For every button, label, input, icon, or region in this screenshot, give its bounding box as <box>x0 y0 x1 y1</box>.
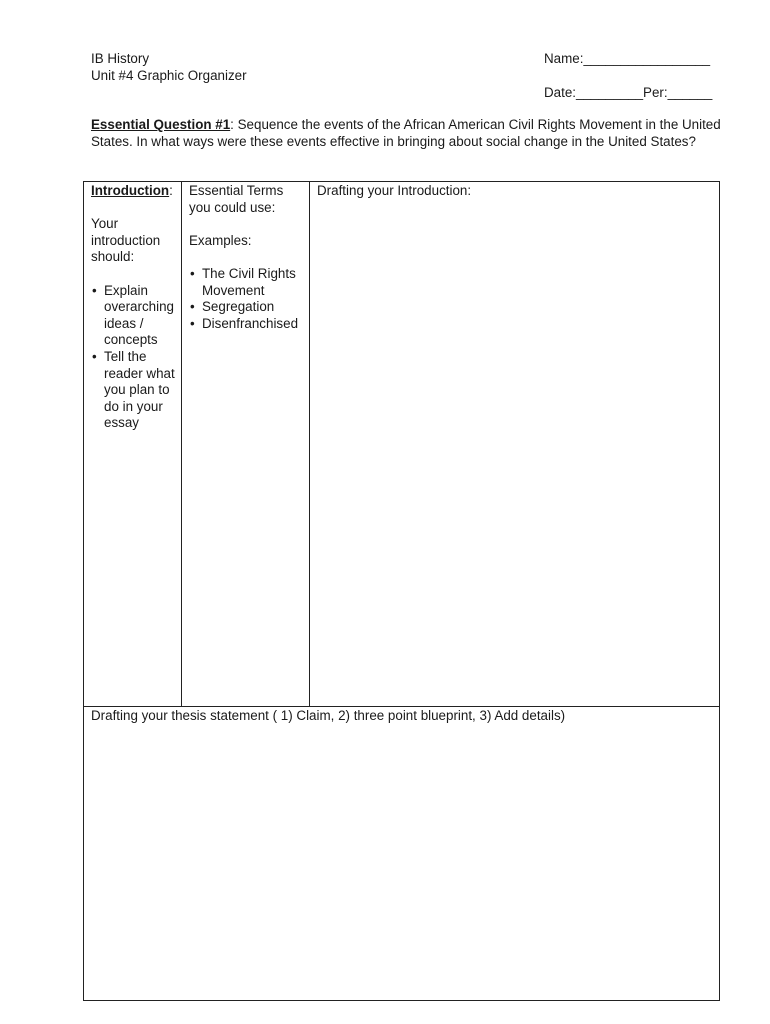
introduction-heading <box>91 183 175 200</box>
date-period-field[interactable]: Date:_________Per:______ <box>544 84 713 100</box>
essential-question-text: Sequence the events of the African American Civil Rights Movement in the United States. In what ways were these events effective in bringing about social change in the United States? <box>91 117 721 149</box>
drafting-introduction-cell[interactable] <box>310 182 720 707</box>
list-item: • Tell the reader what you plan to do in your essay <box>104 349 175 432</box>
essential-question-label: Essential Question #1 <box>91 117 231 132</box>
name-field[interactable]: Name:_________________ <box>544 51 711 66</box>
essential-terms-heading: Essential Terms you could use: <box>189 183 284 215</box>
introduction-heading-text: Introduction <box>91 183 170 198</box>
essential-question <box>91 117 723 150</box>
thesis-statement-cell[interactable] <box>84 707 720 1001</box>
terms-bullet-list <box>189 266 303 332</box>
essential-terms-cell <box>182 182 310 707</box>
introduction-cell <box>84 182 182 707</box>
examples-label: Examples: <box>189 232 252 248</box>
list-item: • Segregation <box>202 299 303 316</box>
list-item: • Disenfranchised <box>202 316 303 333</box>
course-title: IB History <box>91 51 150 66</box>
list-item: • The Civil Rights Movement <box>202 266 303 299</box>
introduction-bullet-list <box>91 283 175 432</box>
list-item: • Explain overarching ideas / concepts <box>104 283 175 349</box>
header-left <box>91 51 247 84</box>
thesis-statement-label: Drafting your thesis statement ( 1) Claim, 2) three point blueprint, 3) Add details) <box>91 708 566 723</box>
introduction-heading-colon: : <box>169 183 173 198</box>
header-right <box>544 51 712 101</box>
essential-question-colon: : <box>230 117 234 132</box>
graphic-organizer-table <box>83 181 720 1001</box>
drafting-introduction-label: Drafting your Introduction: <box>317 183 472 198</box>
introduction-subhead: Your introduction should: <box>91 216 161 265</box>
unit-title: Unit #4 Graphic Organizer <box>91 67 247 83</box>
